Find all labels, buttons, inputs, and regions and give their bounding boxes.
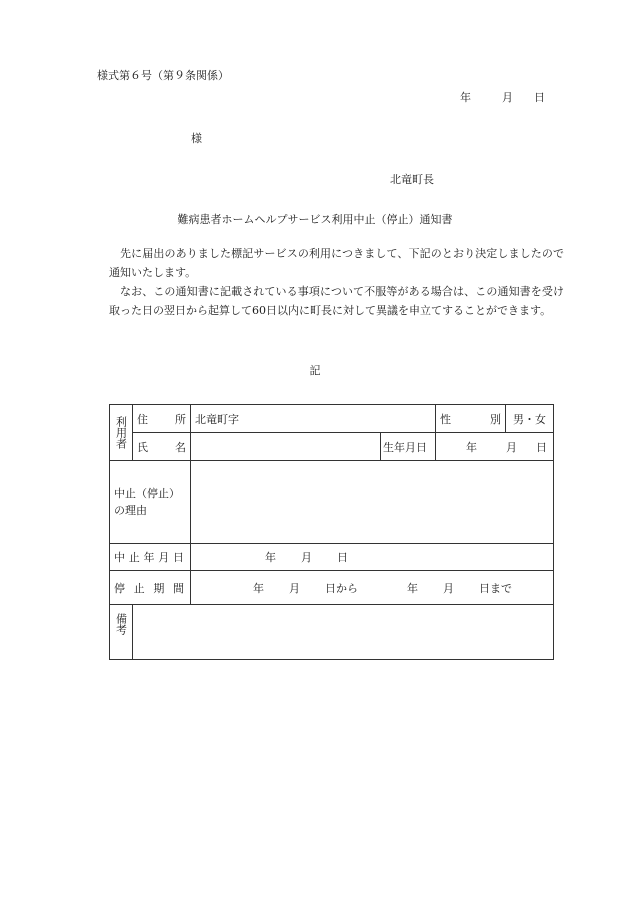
reason-row: [110, 461, 554, 544]
period-from-day: 日から: [325, 581, 358, 595]
address-label-1: 住: [137, 412, 148, 426]
birth-day-label: 日: [536, 440, 547, 454]
issue-date: [460, 89, 545, 105]
stop-date-label-cell: [110, 544, 191, 571]
sex-value-cell: [506, 405, 554, 433]
birth-value-cell: [436, 433, 554, 461]
stop-date-label-4: 月: [158, 551, 170, 564]
reason-label-2: の理由: [114, 504, 147, 517]
name-row: [110, 433, 554, 461]
period-label-4: 間: [172, 581, 184, 595]
period-to-month: 月: [443, 581, 454, 595]
stop-month-label: 月: [301, 551, 312, 564]
stop-date-label-1: 中: [114, 551, 125, 564]
reason-label-1: 中止（停止）: [114, 487, 180, 500]
period-label-3: 期: [153, 581, 165, 595]
period-to-day: 日まで: [479, 581, 512, 595]
period-to-year: 年: [407, 581, 418, 595]
stop-year-label: 年: [265, 551, 276, 564]
date-month-label: 月: [502, 91, 513, 104]
name-label-cell: [133, 433, 191, 461]
addressee-suffix: 様: [191, 132, 202, 145]
address-label-2: 所: [175, 412, 186, 426]
document-title: 難病患者ホームヘルプサービス利用中止（停止）通知書: [177, 213, 453, 226]
reason-label-cell: [110, 461, 191, 544]
address-value: 北竜町字: [195, 412, 239, 426]
body-text: [109, 244, 564, 320]
period-label-cell: [110, 571, 191, 605]
name-label-2: 名: [175, 440, 186, 454]
stop-date-row: [110, 544, 554, 571]
stop-date-label-2: 止: [128, 551, 140, 564]
remarks-value-cell: [133, 605, 554, 660]
period-from-month: 月: [289, 581, 300, 595]
form-number: 様式第６号（第９条関係）: [97, 69, 229, 82]
date-day-label: 日: [534, 91, 545, 104]
remarks-label-cell: [110, 605, 133, 660]
address-row: [110, 405, 554, 433]
address-value-cell: [191, 405, 436, 433]
birth-month-label: 月: [506, 440, 517, 454]
period-from-year: 年: [253, 581, 264, 595]
ki-heading: 記: [309, 364, 321, 377]
sex-value: 男・女: [513, 412, 546, 426]
address-label-cell: [133, 405, 191, 433]
period-label-1: 停: [114, 581, 125, 595]
birth-label-cell: [381, 433, 436, 461]
body-paragraph-1: 先に届出のありました標記サービスの利用につきまして、下記のとおり決定しましたので通知いたします。: [109, 247, 564, 279]
stop-day-label: 日: [337, 551, 348, 564]
remarks-label: 備考: [114, 613, 128, 635]
stop-date-value-cell: [191, 544, 554, 571]
stop-date-label-5: 日: [173, 551, 184, 564]
birth-year-label: 年: [466, 440, 477, 454]
date-year-label: 年: [460, 91, 471, 104]
issuer-name: 北竜町長: [390, 173, 434, 186]
user-label: 利用者: [114, 416, 128, 449]
period-value-cell: [191, 571, 554, 605]
period-row: [110, 571, 554, 605]
body-paragraph-2: なお、この通知書に記載されている事項について不服等がある場合は、この通知書を受け取った日の翌日から起算して60日以内に町長に対して異議を申立てすることができます。: [109, 285, 564, 317]
sex-label-cell: [436, 405, 506, 433]
name-label-1: 氏: [137, 440, 148, 454]
stop-date-label-3: 年: [143, 551, 155, 564]
reason-value-cell: [191, 461, 554, 544]
sex-label-2: 別: [490, 412, 501, 426]
birth-label: 生年月日: [383, 440, 427, 454]
period-label-2: 止: [133, 581, 145, 595]
remarks-row: [110, 605, 554, 660]
user-label-cell: [110, 405, 133, 461]
name-value-cell: [191, 433, 381, 461]
sex-label-1: 性: [440, 412, 451, 426]
notice-form-table: [109, 404, 554, 660]
